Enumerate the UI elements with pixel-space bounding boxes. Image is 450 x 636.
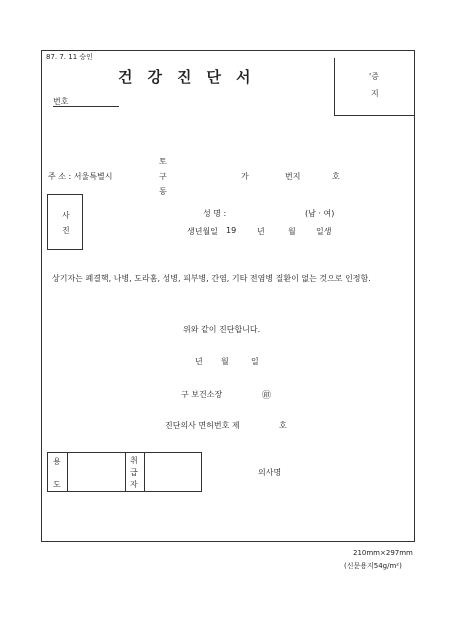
dob-year-prefix: 19: [226, 226, 237, 235]
handler-label-3: 자: [130, 480, 138, 489]
page-title: [118, 66, 266, 87]
date-year-label: 년: [195, 357, 203, 366]
district-label-1: 토: [159, 157, 167, 166]
title-char: 서: [236, 68, 266, 86]
street-suffix: 가: [241, 172, 249, 181]
table-divider: [67, 453, 68, 491]
seal-icon: ㊞: [262, 391, 272, 401]
stamp-char-2: 지: [371, 89, 379, 98]
stamp-box: [334, 58, 414, 116]
dob-label: 생년월일: [187, 227, 218, 236]
approval-line: 87. 7. 11 승인: [46, 53, 93, 61]
photo-label-1: 사: [62, 211, 70, 220]
district-label-3: 동: [159, 187, 167, 196]
handler-label-2: 급: [130, 468, 138, 477]
table-divider: [144, 453, 145, 491]
handler-label-1: 취: [130, 456, 138, 465]
statement-text: 상기자는 폐결핵, 나병, 도라홈, 성병, 피부병, 간염, 기타 전염병 질환이 없는 것으로 인정함.: [52, 274, 371, 283]
number-line: [53, 106, 119, 107]
date-month-label: 월: [221, 357, 229, 366]
office-label: 구 보건소장: [181, 390, 223, 399]
title-char: 단: [206, 68, 236, 86]
usage-label-2: 도: [53, 480, 61, 489]
paper-size: 210mm×297mm: [353, 549, 413, 557]
number-label: 번호: [53, 97, 69, 106]
date-day-label: 일: [251, 357, 259, 366]
table-divider: [125, 453, 126, 491]
doctor-license-label: 진단의사 면허번호 제: [165, 421, 240, 430]
title-char: 진: [177, 68, 207, 86]
doctor-license-suffix: 호: [279, 421, 287, 430]
title-char: 건: [118, 68, 148, 86]
usage-label-1: 용: [53, 457, 61, 466]
unit-suffix: 호: [332, 172, 340, 181]
photo-box: [47, 194, 83, 250]
lot-suffix: 번지: [285, 172, 301, 181]
dob-month-label: 월: [288, 227, 296, 236]
name-label: 성 명 :: [203, 209, 227, 218]
usage-table: [47, 452, 202, 492]
district-label-2: 구: [159, 172, 167, 181]
stamp-char-1: '증: [369, 72, 379, 81]
address-label: 주 소 : 서울특별시: [48, 172, 113, 181]
paper-type: (신문용지54g/m²): [344, 562, 402, 570]
title-char: 강: [147, 68, 177, 86]
photo-label-2: 진: [62, 226, 70, 235]
sex-label: (남 · 여): [305, 209, 335, 218]
dob-day-suffix: 일생: [316, 227, 332, 236]
diagnosis-line: 위와 같이 진단합니다.: [183, 325, 261, 334]
dob-year-label: 년: [257, 227, 265, 236]
doctor-name-label: 의사명: [258, 468, 282, 477]
